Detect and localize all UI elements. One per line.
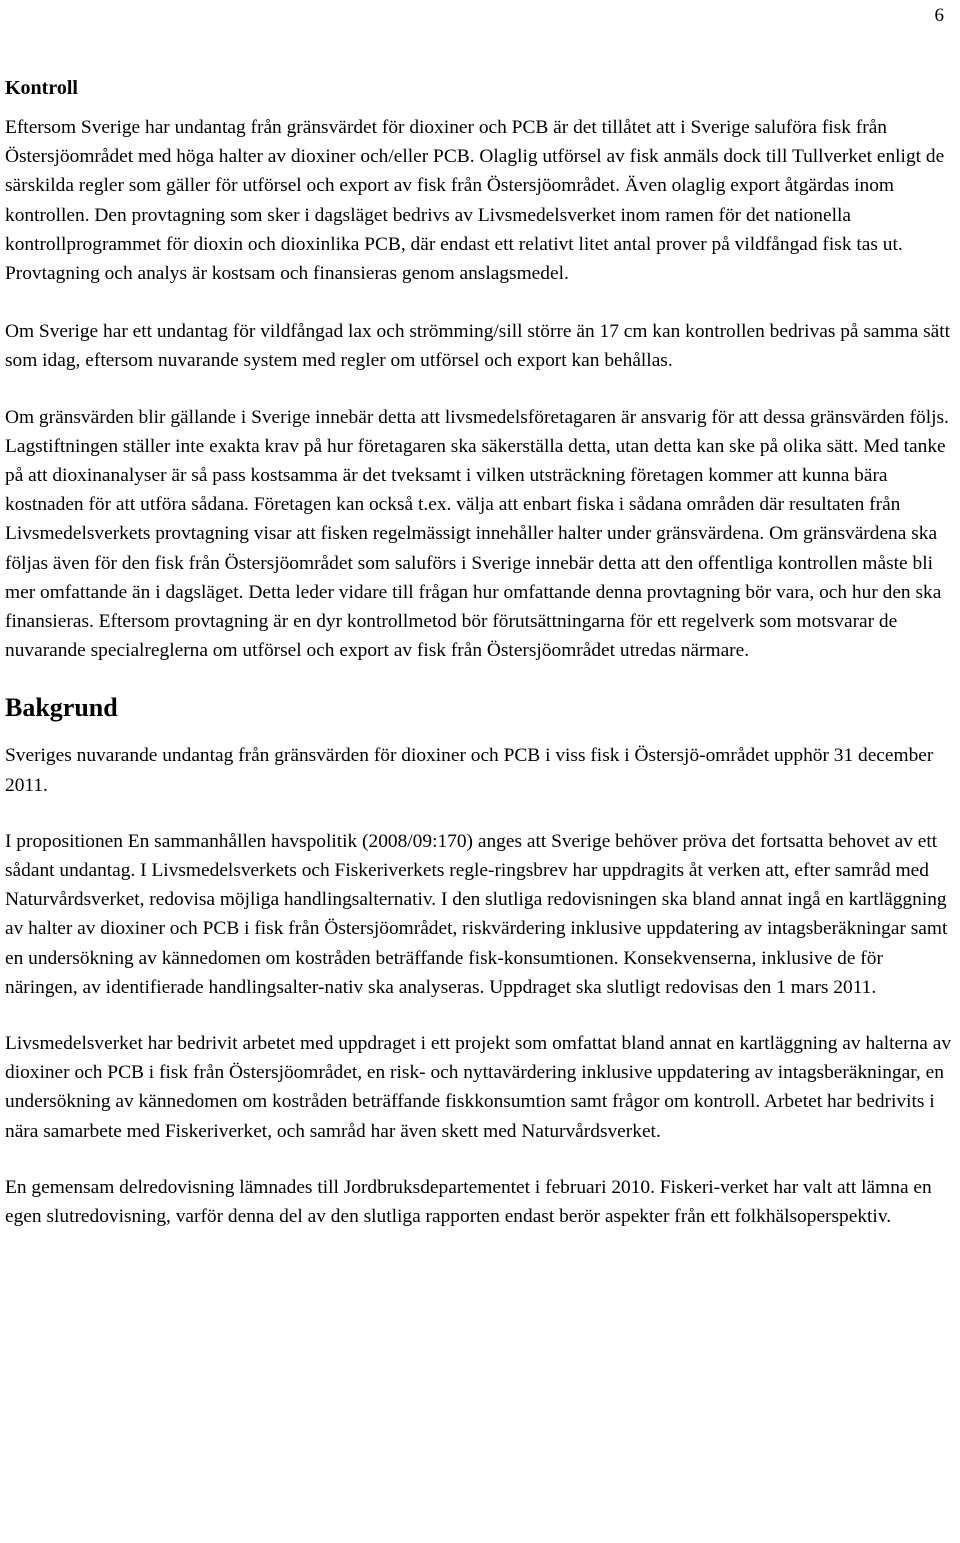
bakgrund-paragraph-2: I propositionen En sammanhållen havspolitik (2008/09:170) anges att Sverige behöver pröva det fortsatta behovet av ett sådant undantag. I Livsmedelsverkets och Fiskeriverkets regle-ringsbrev har uppdragits åt verken att, efter samråd med Naturvårdsverket, redovisa möjliga handlingsalternativ. I den slutliga redovisningen ska bland annat ingå en kartläggning av halter av dioxiner och PCB i fisk från Östersjöområdet, riskvärdering inklusive uppdatering av intagsberäkningar samt en undersökning av kännedomen om kostråden beträffande fisk-konsumtionen. Konsekvenserna, inklusive de för näringen, av identifierade handlingsalter-nativ ska analyseras. Uppdraget ska slutligt redovisas den 1 mars 2011. (5, 830, 948, 998)
kontroll-section (5, 74, 957, 665)
bakgrund-heading: Bakgrund (5, 693, 118, 723)
bakgrund-paragraph-3: Livsmedelsverket har bedrivit arbetet med uppdraget i ett projekt som omfattat bland annat en kartläggning av halterna av dioxiner och PCB i fisk från Östersjöområdet, en risk- och nyttavärdering inklusive uppdatering av intagsberäkningar, en undersökning av kännedomen om kostråden beträffande fiskkonsumtion samt frågor om kontroll. Arbetet har bedrivits i nära samarbete med Fiskeriverket, och samråd har även skett med Naturvårdsverket. (5, 1033, 952, 1142)
kontroll-paragraph-2: Om Sverige har ett undantag för vildfångad lax och strömming/sill större än 17 cm kan kontrollen bedrivas på samma sätt som idag, eftersom nuvarande system med regler om utförsel och export kan behållas. (5, 321, 951, 372)
bakgrund-paragraph-1: Sveriges nuvarande undantag från gränsvärden för dioxiner och PCB i viss fisk i Östersjö-området upphör 31 december 2011. (5, 745, 934, 796)
document-body (5, 74, 957, 1258)
kontroll-heading: Kontroll (5, 77, 78, 99)
kontroll-paragraph-1: Eftersom Sverige har undantag från gränsvärdet för dioxiner och PCB är det tillåtet att i Sverige saluföra fisk från Östersjöområdet med höga halter av dioxiner och/eller PCB. Olaglig utförsel av fisk anmäls dock till Tullverket enligt de särskilda regler som gäller för utförsel och export av fisk från Östersjöområdet. Även olaglig export åtgärdas inom kontrollen. Den provtagning som sker i dagsläget bedrivs av Livsmedelsverket inom ramen för det nationella kontrollprogrammet för dioxin och dioxinlika PCB, där endast ett relativt litet antal prover på vildfångad fisk tas ut. Provtagning och analys är kostsam och finansieras genom anslagsmedel. (5, 117, 945, 285)
bakgrund-section (5, 691, 957, 1231)
bakgrund-paragraph-4: En gemensam delredovisning lämnades till Jordbruksdepartementet i februari 2010. Fiskeri-verket har valt att lämna en egen slutredovisning, varför denna del av den slutliga rapporten endast berör aspekter från ett folkhälsoperspektiv. (5, 1176, 932, 1228)
kontroll-paragraph-3: Om gränsvärden blir gällande i Sverige innebär detta att livsmedelsföretagaren är ansvarig för att dessa gränsvärden följs. Lagstiftningen ställer inte exakta krav på hur företagaren ska säkerställa detta, utan detta kan ske på olika sätt. Med tanke på att dioxinanalyser är så pass kostsamma är det tveksamt i vilken utsträckning företagen kommer att kunna bära kostnaden för att utföra sådana. Företagen kan också t.ex. välja att enbart fiska i sådana områden där resultaten från Livsmedelsverkets provtagning visar att fisken regelmässigt innehåller halter under gränsvärdena. Om gränsvärdena ska följas även för den fisk från Östersjöområdet som saluförs i Sverige innebär detta att den offentliga kontrollen måste bli mer omfattande än i dagsläget. Detta leder vidare till frågan hur omfattande denna provtagning bör vara, och hur den ska finansieras. Eftersom provtagning är en dyr kontrollmetod bör förutsättningarna för ett regelverk som motsvarar de nuvarande specialreglerna om utförsel och export av fisk från Östersjöområdet utredas närmare. (5, 406, 949, 662)
page-number: 6 (934, 5, 944, 26)
